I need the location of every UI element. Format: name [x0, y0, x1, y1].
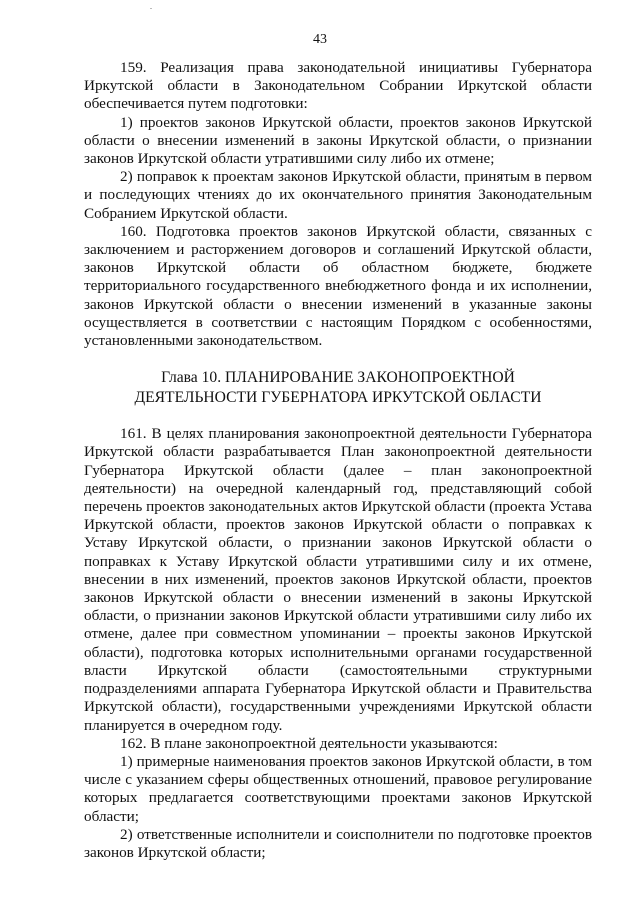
paragraph-161: 161. В целях планирования законопроектной деятельности Губернатора Иркутской области разрабатывается План законопроектной деятельности Губернатора Иркутской области (далее – план законопроектной деятельности) на очередной календарный год, представляющий собой перечень проектов законодательных актов Иркутской области (проекта Устава Иркутской области, проектов законов Иркутской области о поправках к Уставу Иркутской области, о признании законов Иркутской области о поправках к Уставу Иркутской области утратившими силу и их отмене, внесении в них изменений, проектов законов Иркутской области, проектов законов Иркутской области о внесении изменений в законы Иркутской области, о признании законов Иркутской области утратившими силу либо их отмене, далее при совместном упоминании – проекты законов Иркутской области), подготовка которых исполнительными органами государственной власти Иркутской области (самостоятельными структурными подразделениями аппарата Губернатора Иркутской области и Правительства Иркутской области), государственными учреждениями Иркутской области планируется в очередном году.	[84, 425, 592, 734]
chapter-heading-line-2: ДЕЯТЕЛЬНОСТИ ГУБЕРНАТОРА ИРКУТСКОЙ ОБЛАСТИ	[134, 389, 542, 407]
paragraph-162-item-1: 1) примерные наименования проектов законов Иркутской области, в том числе с указанием сферы общественных отношений, правовое регулирование которых предлагается соответствующими проектами законов Иркутской области;	[84, 752, 592, 825]
paragraph-162-item-2: 2) ответственные исполнители и соисполнители по подготовке проектов законов Иркутской области;	[84, 825, 592, 861]
page-number: 43	[313, 32, 327, 47]
chapter-heading-line-1: Глава 10. ПЛАНИРОВАНИЕ ЗАКОНОПРОЕКТНОЙ	[161, 369, 515, 387]
paragraph-160: 160. Подготовка проектов законов Иркутской области, связанных с заключением и расторжением договоров и соглашений Иркутской области, законов Иркутской области об областном бюджете, бюджете территориального государственного внебюджетного фонда и их исполнении, законов Иркутской области о внесении изменений в указанные законы осуществляется в соответствии с настоящим Порядком с особенностями, установленными законодательством.	[84, 222, 592, 350]
paragraph-159-item-2: 2) поправок к проектам законов Иркутской области, принятым в первом и последующих чтениях до их окончательного принятия Законодательным Собранием Иркутской области.	[84, 168, 592, 222]
document-body	[84, 59, 592, 862]
paragraph-162: 162. В плане законопроектной деятельности указываются:	[120, 734, 498, 752]
paragraph-159: 159. Реализация права законодательной инициативы Губернатора Иркутской области в Законодательном Собрании Иркутской области обеспечивается путем подготовки:	[84, 59, 592, 113]
scan-speck	[150, 8, 152, 9]
chapter-heading	[84, 368, 592, 408]
paragraph-159-item-1: 1) проектов законов Иркутской области, проектов законов Иркутской области о внесении изменений в законы Иркутской области, о признании законов Иркутской области утратившими силу либо их отмене;	[84, 113, 592, 168]
